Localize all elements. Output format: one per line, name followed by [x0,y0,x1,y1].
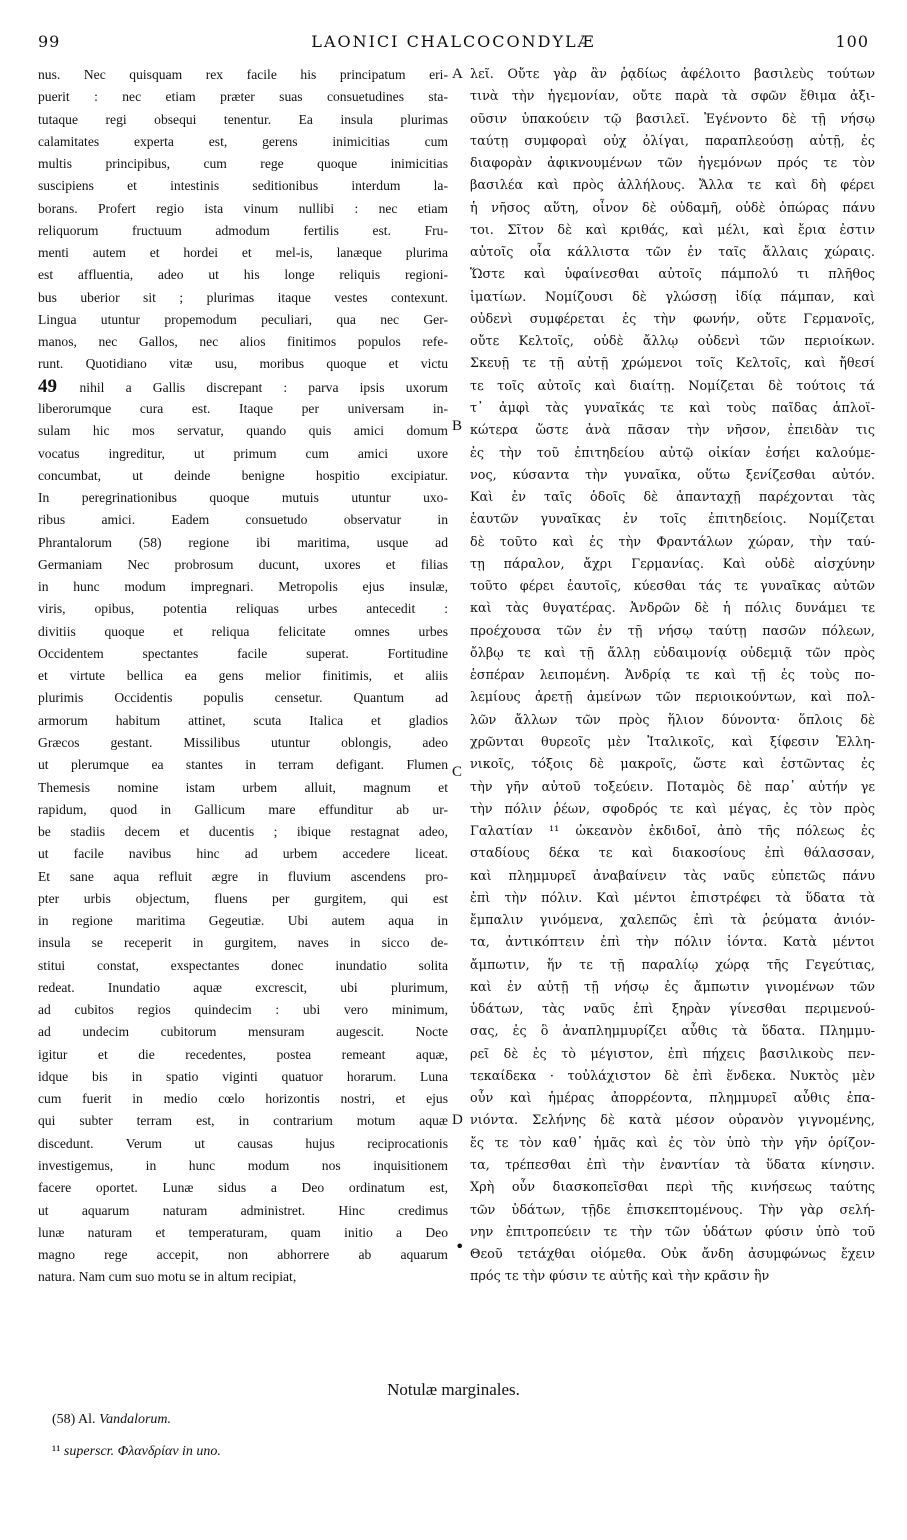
footnote-58 [52,1412,171,1428]
greek-text-line: ταύτῃ συμφοραὶ οὐχ ὀλίγαι, παραπλεούσῃ αὐτῇ, ἐς [470,133,875,149]
latin-text-line: investigemus, in hunc modum nos inquisitionem [38,1158,448,1174]
greek-text-line: τῃ πάραλον, ἄχρι Γερμανίας. Καὶ οὐδὲ αἰσχύνην [470,556,875,572]
greek-text-line: λῶν ἄλλων τῶν πρὸς ἥλιον δύνοντα· ὅπλοις δὲ [470,712,875,728]
notes-title: Notulæ marginales. [387,1380,520,1399]
greek-text-line: καὶ τὰς θυγατέρας. Ἀνδρῶν δὲ ἡ πόλις δυνάμει τε [470,601,875,617]
latin-text-line: bus uberior sit ; plurimas itaque vestes contexunt. [38,289,448,305]
latin-text-line: tutaque regi obsequi tenentur. Ea insula plurimas [38,111,448,127]
latin-text-line: be stadiis decem et ducentis ; ibique restagnat adeo, [38,824,448,840]
greek-text-line: βασιλέα καὶ πρὸς ἀλλήλους. Ἄλλα τε καὶ δὴ φέρει [470,178,875,194]
greek-text-line: ἐς τὴν τοῦ ἐπιτηδείου αὐτῷ οἰκίαν ἐσήει καλούμε- [470,445,875,461]
latin-text-line: qui subter terram est, in contrarium motum aquæ [38,1113,448,1129]
latin-text-line: menti autem et hordei et mel-is, lanæque plurima [38,245,448,261]
latin-text-line: Lingua utuntur propemodum peculiari, qua nec Ger- [38,311,448,327]
greek-text-line: τῶν ὑδάτων, τῇδε ἐπισκεπτομένους. Τὴν γὰρ σελή- [470,1202,875,1218]
latin-text-line: natura. Nam cum suo motu se in altum recipiat, [38,1269,297,1285]
greek-text-line: αὐτοῖς οἷα κάλλιστα τῶν ἐν ταῖς ἄλλαις χώραις. [470,245,875,261]
greek-text-line: ἔμπαλιν γινόμενα, χαλεπῶς ἐπὶ τὰ ῥεύματα ἀνιόν- [470,913,875,929]
latin-text-line: nus. Nec quisquam rex facile his principatum eri- [38,67,448,82]
greek-text-line: λεμίους ἀρετῇ ἀμείνων τῶν περιοικούντων, καὶ πολ- [470,690,875,706]
margin-mark-a: A [452,66,463,82]
latin-text-line: calamitates experta est, gerens inimicitias cum [38,133,448,149]
greek-text-line: Ὥστε καὶ ὑφαίνεσθαι αὐτοῖς πάμπολύ τι πλῆθος [470,267,875,283]
latin-text-line: ad undecim cubitorum mensuram augescit. Nocte [38,1024,448,1040]
page-number-left: 99 [38,32,61,51]
greek-text-line: ἑαυτῶν γυναῖκας ἐν τοῖς ἐπιτηδείοις. Νομίζεται [470,512,875,528]
greek-text-line: προέχουσα τῶν ἐν τῇ νήσῳ ταύτῃ πασῶν πόλεων, [470,623,875,639]
greek-text-line: δὲ τοῦτο καὶ ἐς τὴν Φραντάλων χώραν, τὴν ταύ- [470,534,875,550]
greek-text-line: ἱματίων. Νομίζουσι δὲ γλώσσῃ ἰδίᾳ πάμπαν, καὶ [470,289,875,305]
latin-text-line: ut plerumque ea stantes in terram defigant. Flumen [38,757,448,773]
latin-text-line: concumbat, ut deinde benigne hospitio excipiatur. [38,467,448,483]
greek-text-line: ἡ νῆσος αὕτη, οἶνον δὲ οὐδαμῆ, οὐδὲ ὀπώρας πάνυ [470,200,875,216]
latin-text-line: viris, opibus, potentia reliquas urbes antecedit : [38,601,448,617]
latin-text-line: Germaniam Nec probrosum ducunt, uxores et filias [38,556,448,572]
latin-text-line: ribus amici. Eadem consuetudo observatur in [38,512,448,528]
margin-dot: • [455,1237,465,1256]
greek-text-line: λεῖ. Οὔτε γὰρ ἂν ῥᾳδίως ἀφέλοιτο βασιλεὺς τούτων [470,67,875,82]
greek-text-line: ἑσπέραν λειπομένη. Ἀνδρίᾳ τε καὶ τῇ ἐς τοὺς πο- [470,668,875,684]
greek-text-line: ὑδάτων, τὰς ναῦς ἐπὶ ξηρὰν γίνεσθαι περιμενού- [470,1002,875,1018]
greek-text-line: ἔς τε τὸν καθ᾽ ἡμᾶς καὶ ἐς τὸν ὑπὸ τὴν γῆν ὁρίζον- [470,1135,875,1151]
footnote-11-text: superscr. Φλανδρίαν in uno. [63,1444,221,1459]
margin-mark-d: D [452,1112,463,1128]
latin-text-line: Et sane aqua refluit ægre in fluvium ascendens pro- [38,868,448,884]
inner-page-number: 49 [38,375,80,397]
page-number-right: 100 [835,32,869,51]
latin-text-line: rapidum, quod in Gallicum mare effunditur ab ur- [38,801,448,817]
latin-text-line: idque bis in spatio viginti quatuor horarum. Luna [38,1068,448,1084]
latin-text-line: sulam hic mos servatur, quando quis amici domum [38,423,448,439]
latin-text-line: Themesis nomine istam urbem alluit, magnum et [38,779,448,795]
greek-text-line: ἄμπωτιν, ἥν τε τῇ παραλίῳ χώρᾳ τῆς Γεγεύτιας, [470,957,875,973]
latin-text-line: ad cubitos regios quindecim : ubi vero minimum, [38,1002,448,1018]
greek-text-line: σταδίους δέκα τε καὶ διακοσίους ἐπὶ θάλασσαν, [470,846,875,862]
greek-text-line: νος, κύσαντα τὴν γυναῖκα, οὕτω ξενίζεσθαι αὐτόν. [470,467,875,483]
latin-text-line: suscipiens et intestinis seditionibus interdum la- [38,178,448,194]
latin-text-line: redeat. Inundatio aquæ excrescit, ubi plurimum, [38,979,448,995]
greek-text-line: νικοῖς, τόξοις δὲ μακροῖς, ὥστε καὶ ἑστῶντας ἐς [470,757,875,773]
latin-text-line: lunæ naturam et temperaturam, quam initio a Deo [38,1224,448,1240]
greek-text-line: καὶ πλημμυρεῖ ἀναβαίνειν τὰς ναῦς εὐπετῶς πάνυ [470,868,875,884]
latin-text-line: divitiis quoque et reliqua felicitate omnes urbes [38,623,448,639]
greek-text-line: Γαλατίαν ¹¹ ὠκεανὸν ἐκδιδοῖ, ἀπὸ τῆς πόλεως ἐς [470,824,875,840]
latin-text-line: discedunt. Verum ut causas hujus reciprocationis [38,1135,448,1151]
greek-column [470,64,875,1289]
footnote-58-ref: (58) Al. [52,1412,96,1427]
greek-text-line: σας, ἐς ὃ ἀναπλημμυρίζει αὖθις τὰ ὕδατα. Πλημμυ- [470,1024,875,1040]
margin-mark-b: B [452,418,463,434]
latin-text-line: Occidentem spectantes facile superat. Fortitudine [38,645,448,661]
greek-text-line: πρός τε τὴν φύσιν τε αὐτῆς καὶ τὴν κρᾶσιν ἣν [470,1269,770,1285]
latin-text-line: liberorumque cura est. Itaque per universam in- [38,400,448,416]
greek-text-line: τεκαίδεκα · τοὐλάχιστον δὲ ἐπὶ ἕνδεκα. Νυκτὸς μὲν [470,1068,875,1084]
latin-text-line: manos, nec Gallos, nec alios finitimos populos refe- [38,334,448,350]
greek-text-line: διαφορὰν ἀφικνουμένων τῶν ἡγεμόνων πρός τε τὸν [470,156,875,172]
greek-text-line: καὶ ἐν αὐτῇ τῇ νήσῳ ἐς ἄμπωτιν γινομένων τῶν [470,979,875,995]
greek-text-line: οὔτε Κελτοῖς, οὐδὲ ἄλλῳ οὐδενὶ τῶν περιοίκων. [470,334,875,350]
latin-text-line: cum fuerit in medio cœlo horizontis nostri, et ejus [38,1091,448,1107]
greek-text-line: τὴν γῆν αὐτοῦ τοξεύειν. Ποταμὸς δὲ παρ᾽ αὐτήν γε [470,779,875,795]
margin-mark-c: C [452,764,463,780]
latin-text-line: stitui constat, exspectantes donec inundatio solita [38,957,448,973]
greek-text-line: τα, ἀντικόπτειν ἐπὶ τὴν πόλιν ἰόντα. Κατὰ μέντοι [470,935,875,951]
greek-text-line: οῦσιν ὑπακούειν τῷ βασιλεῖ. Ἐγένοντο δὲ τῇ νήσῳ [470,111,875,127]
greek-text-line: τὴν πόλιν ῥέων, σφοδρός τε καὶ μέγας, ἐς τὸν πρὸς [470,801,875,817]
latin-text-line: vocatus ingreditur, ut primum cum amici uxore [38,445,448,461]
latin-text-line: est affluentia, adeo ut his longe reliquis regioni- [38,267,448,283]
greek-text-line: τινὰ τὴν ἡγεμονίαν, οὔτε παρὰ τὰ σφῶν ἔθιμα ἀξι- [470,89,875,105]
greek-text-line: τ᾽ ἀμφὶ τὰς γυναῖκάς τε καὶ τοὺς παῖδας ἁπλοϊ- [470,400,875,416]
latin-text-line: Græcos gestant. Missilibus utuntur oblongis, adeo [38,734,448,750]
latin-text-line: pter urbis objectum, fluens per gurgitem, qui est [38,890,448,906]
footnote-11 [52,1444,221,1460]
latin-text-line: magno rege accepit, non abhorrere ab aquarum [38,1247,448,1263]
latin-text-line: reliquorum fructuum admodum fertilis est. Fru- [38,222,448,238]
latin-text-line: et virtute bellica ea gens melior finitimis, et aliis [38,668,448,684]
greek-text-line: ὄλβῳ τε καὶ τῇ ἄλλῃ εὐδαιμονίᾳ οὐδεμιᾷ τῶν πρὸς [470,645,875,661]
greek-text-line: τοι. Σῖτον δὲ καὶ κριθάς, καὶ μέλι, καὶ ἔρια ἐστιν [470,222,875,238]
latin-text-line: igitur et die recedentes, postea remeant aquæ, [38,1046,448,1062]
greek-text-line: Σκευῇ τε τῇ αὐτῇ χρώμενοι τοῖς Κελτοῖς, καὶ ἤθεσί [470,356,875,372]
greek-text-line: οὐδενὶ συμφέρεται ἐς τὴν φωνήν, οὔτε Γερμανοῖς, [470,311,875,327]
greek-text-line: Θεοῦ τετάχθαι οἰόμεθα. Οὐκ ἄνδη ἀσυμφώνως ἔχειν [470,1247,875,1263]
latin-text-line: in regione maritima Gegeutiæ. Ubi autem aqua in [38,913,448,929]
greek-text-line: ρεῖ δὲ ἐς τὸ μέγιστον, ἐπὶ πήχεις βασιλικοὺς πεν- [470,1046,875,1062]
latin-text-line: In peregrinationibus quoque mutuis utuntur uxo- [38,490,448,506]
latin-text-line: armorum habitum attinet, scuta Italica et gladios [38,712,448,728]
latin-text-line: multis principibus, cum rege quoque inimicitias [38,156,448,172]
latin-text-line: ut facile navibus hinc ad urbem accedere liceat. [38,846,448,862]
greek-text-line: ἐπὶ τὴν πόλιν. Καὶ μέντοι ἐπιστρέφει τὰ ὕδατα τὰ [470,890,875,906]
footnote-11-ref: ¹¹ [52,1444,61,1459]
latin-text-line: Phrantalorum (58) regione ibi maritima, usque ad [38,534,448,550]
latin-text-line: borans. Profert regio ista vinum nullibi : nec etiam [38,200,448,216]
greek-text-line: τε τοῖς αὐτοῖς καὶ διαίτῃ. Νομίζεται δὲ τούτοις τά [470,378,875,394]
greek-text-line: τα, τρέπεσθαι ἐπὶ τὴν ἐναντίαν τὰ ὕδατα κίνησιν. [470,1158,875,1174]
latin-text-line: insula se receperit in gurgitem, naves in sicco de- [38,935,448,951]
latin-text-line: puerit : nec etiam præter suas consuetudines sta- [38,89,448,105]
greek-text-line: Καὶ ἐν ταῖς ὁδοῖς δὲ ἁπανταχῇ παρέχονται τὰς [470,490,875,506]
running-title: LAONICI CHALCOCONDYLÆ [311,32,596,51]
latin-text-line: facere oportet. Lunæ sidus a Deo ordinatum est, [38,1180,448,1196]
latin-text-line: plurimis Occidentis populis censetur. Quantum ad [38,690,448,706]
greek-text-line: νην ἐπιτροπεύειν τε τὴν τῶν ὑδάτων φύσιν ὑπὸ τοῦ [470,1224,875,1240]
latin-text-line: in hunc modum impregnari. Metropolis ejus insulæ, [38,579,448,595]
footnote-58-text: Vandalorum. [99,1412,172,1427]
latin-text-line: ut aquarum naturam administret. Hinc credimus [38,1202,448,1218]
greek-text-line: κώτερα ὥστε ἀνὰ πᾶσαν τὴν νῆσον, ἐπειδὰν τις [470,423,875,439]
greek-text-line: χρῶνται θυρεοῖς μὲν Ἰταλικοῖς, καὶ ξίφεσιν Ἑλλη- [470,734,875,750]
latin-column [38,64,448,1289]
greek-text-line: τοῦτο φέρει ἑαυτοῖς, κύεσθαι τάς τε γυναῖκας αὐτῶν [470,579,875,595]
latin-text-line: 49 nihil a Gallis discrepant : parva ipsis uxorum [38,375,448,397]
latin-text-line: runt. Quotidiano vitæ usu, moribus quoque et victu [38,356,448,372]
greek-text-line: νιόντα. Σελήνης δὲ κατὰ μέσον οὐρανὸν γιγνομένης, [470,1113,875,1129]
greek-text-line: οὖν καὶ ἡμέρας ἀπορρέοντα, πλημμυρεῖ αὖθις ἐπα- [470,1091,875,1107]
greek-text-line: Χρὴ οὖν διασκοπεῖσθαι περὶ τῆς κινήσεως ταύτης [470,1180,875,1196]
